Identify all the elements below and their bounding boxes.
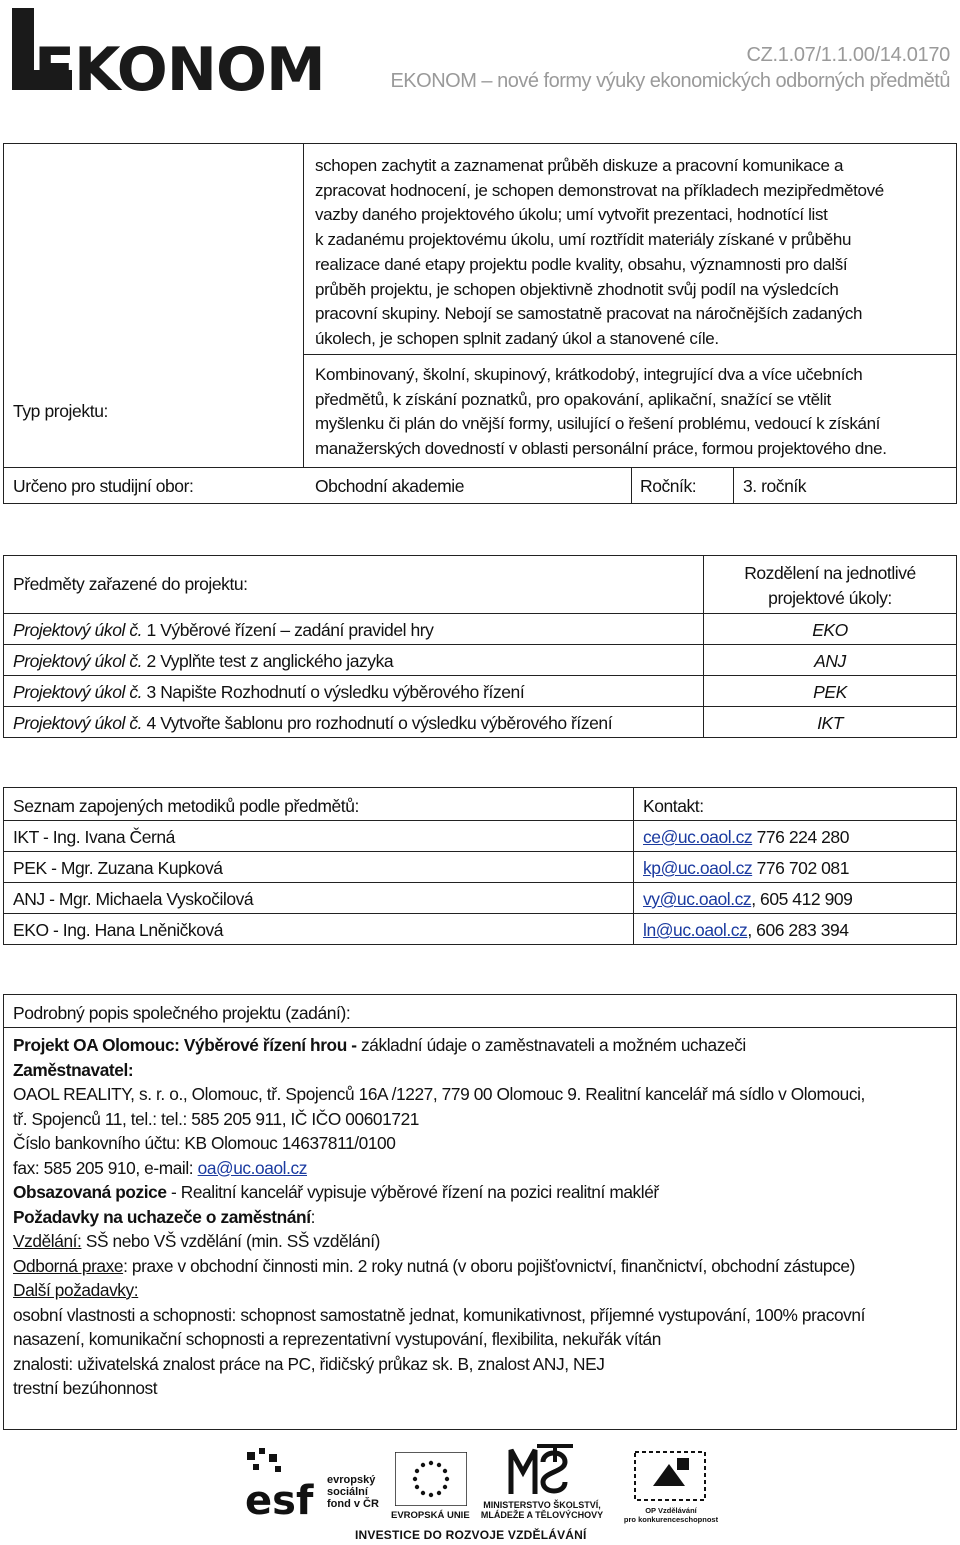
esf-mark-icon (245, 1448, 323, 1520)
logo-text: EKONOM (34, 35, 325, 105)
op-logo (621, 1450, 721, 1526)
phone: 776 702 081 (752, 858, 849, 878)
contact-header: Kontakt: (643, 796, 704, 816)
text-line: zpracovat hodnocení, je schopen demonstrovat na příkladech mezipředmětové (315, 180, 884, 200)
op-mark-icon (633, 1450, 707, 1502)
position-rest: - Realitní kancelář vypisuje výběrové řízení na pozici realitní makléř (166, 1182, 659, 1202)
title-rest: základní údaje o zaměstnavateli a možném uchazeči (356, 1035, 746, 1055)
text-line: schopen zachytit a zaznamenat průběh diskuze a pracovní komunikace a (315, 156, 844, 175)
footer-logos (245, 1442, 725, 1542)
task-number: 4 (146, 713, 156, 733)
other-line: trestní bezúhonnost (13, 1378, 158, 1398)
methodist-name: PEK - Mgr. Zuzana Kupková (13, 858, 223, 878)
position-bold: Obsazovaná pozice (13, 1182, 167, 1202)
page-header (0, 0, 960, 110)
svg-text:esf: esf (245, 1478, 314, 1520)
text-line: pracovní skupiny. Nebojí se samostatně pracovat na náročnějších zadaných (315, 304, 863, 324)
phone: 776 224 280 (752, 827, 849, 847)
text-line: myšlenku či plán do vnější formy, usilující o řešení problému, vedoucí k získání (315, 414, 881, 434)
task-subject: EKO (812, 620, 848, 640)
msmt-text: MLÁDEŽE A TĚLOVÝCHOVY (480, 1510, 604, 1520)
employer-label: Zaměstnavatel: (13, 1059, 134, 1080)
year-value: 3. ročník (743, 476, 807, 496)
text-line: Kombinovaný, školní, skupinový, krátkodobý, integrující dva a více učebních (315, 365, 863, 384)
year-label: Ročník: (640, 476, 697, 496)
ekonom-logo (8, 6, 325, 105)
text-line: úkolech, je schopen splnit zadaný úkol a stanovené cíle. (315, 328, 719, 348)
esf-logo (245, 1448, 385, 1520)
esf-text: sociální (327, 1486, 368, 1498)
eu-logo (391, 1452, 477, 1522)
msmt-mark-icon (507, 1442, 577, 1498)
esf-text: evropský (327, 1474, 376, 1486)
practice-label: Odborná praxe (13, 1255, 124, 1276)
project-code: CZ.1.07/1.1.00/14.0170 (746, 44, 950, 66)
task-text: Vyplňte test z anglického jazyka (160, 651, 394, 671)
op-text: pro konkurenceschopnost (623, 1515, 719, 1524)
text-line: průběh projektu, je schopen objektivně zhodnotit svůj podíl na výsledcích (315, 279, 839, 299)
other-line: osobní vlastnosti a schopnosti: schopnost samostatně jednat, komunikativnost, příjemné vystupování, 100% pracovní (13, 1304, 866, 1325)
email-link[interactable]: oa@uc.oaol.cz (197, 1157, 307, 1178)
type-text (315, 363, 947, 462)
education-label: Vzdělání: (13, 1231, 82, 1251)
field-label: Určeno pro studijní obor: (13, 476, 194, 496)
practice-text: : praxe v obchodní činnosti min. 2 roky nutná (v oboru pojišťovnictví, finančnictví, obchodní zástupce) (123, 1255, 855, 1276)
requirements-rest: : (310, 1206, 315, 1227)
subjects-header: Předměty zařazené do projektu: (13, 574, 248, 594)
field-value: Obchodní akademie (315, 476, 464, 496)
split-header-2: projektové úkoly: (768, 588, 892, 608)
project-name: EKONOM – nové formy výuky ekonomických odborných předmětů (390, 70, 950, 92)
text-line: manažerských dovedností v oblasti personální práce, formou projektového dne. (315, 439, 887, 459)
msmt-text: MINISTERSTVO ŠKOLSTVÍ, (483, 1500, 601, 1510)
title-line (13, 1033, 948, 1058)
practice-line (13, 1254, 948, 1279)
phone: , 605 412 909 (751, 889, 853, 909)
task-text: Napište Rozhodnutí o výsledku výběrového řízení (160, 682, 525, 702)
text-line: realizace dané etapy projektu podle kvality, obsahu, významnosti pro další (315, 254, 848, 274)
methodist-name: IKT - Ing. Ivana Černá (13, 827, 175, 847)
other-line: nasazení, komunikační schopnosti a reprezentativní vystupování, flexibilita, nekuřák vítán (13, 1329, 661, 1349)
requirements-line (13, 1205, 948, 1230)
eu-flag-icon (395, 1452, 467, 1506)
footer-slogan: INVESTICE DO ROZVOJE VZDĚLÁVÁNÍ (355, 1528, 587, 1542)
email-link[interactable]: ln@uc.oaol.cz (643, 920, 748, 940)
task-number: 1 (146, 620, 156, 640)
title-bold: Projekt OA Olomouc: Výběrové řízení hrou - (13, 1035, 357, 1055)
task-subject: PEK (813, 682, 847, 702)
task-prefix: Projektový úkol č. (13, 713, 143, 733)
task-subject: ANJ (814, 651, 846, 671)
type-label: Typ projektu: (13, 401, 108, 421)
fax-text: fax: 585 205 910, e-mail: (13, 1157, 198, 1178)
email-link[interactable]: vy@uc.oaol.cz (643, 889, 752, 909)
education-text: SŠ nebo VŠ vzdělání (min. SŠ vzdělání) (81, 1231, 380, 1251)
competence-text (315, 154, 947, 352)
methodists-header: Seznam zapojených metodiků podle předmětů: (13, 796, 359, 816)
email-link[interactable]: ce@uc.oaol.cz (643, 827, 753, 847)
esf-text: fond v ČR (327, 1498, 379, 1510)
position-line (13, 1180, 948, 1205)
text-line: předmětů, k získání poznatků, pro opakování, aplikační, snažící se vtělit (315, 389, 831, 409)
text-line: k zadanému projektovému úkolu, umí roztřídit materiály získané v průběhu (315, 230, 852, 250)
methodist-name: EKO - Ing. Hana Lněničková (13, 920, 224, 940)
bank-line: Číslo bankovního účtu: KB Olomouc 14637811/0100 (13, 1133, 396, 1153)
task-text: Vytvořte šablonu pro rozhodnutí o výsledku výběrového řízení (160, 713, 613, 733)
task-text: Výběrové řízení – zadání pravidel hry (160, 620, 434, 640)
task-prefix: Projektový úkol č. (13, 620, 143, 640)
task-prefix: Projektový úkol č. (13, 682, 143, 702)
task-number: 2 (146, 651, 156, 671)
other-label: Další požadavky: (13, 1280, 139, 1300)
split-header-1: Rozdělení na jednotlivé (744, 563, 916, 583)
education-line (13, 1229, 948, 1254)
task-prefix: Projektový úkol č. (13, 651, 143, 671)
other-line: znalosti: uživatelská znalost práce na PC, řidičský průkaz sk. B, znalost ANJ, NEJ (13, 1353, 605, 1374)
requirements-bold: Požadavky na uchazeče o zaměstnání (13, 1206, 311, 1227)
task-number: 3 (146, 682, 156, 702)
description-text (13, 1033, 948, 1401)
description-header: Podrobný popis společného projektu (zadání): (13, 1003, 351, 1023)
phone: , 606 283 394 (747, 920, 849, 940)
text-line: vazby daného projektového úkolu; umí vytvořit prezentaci, hodnotící list (315, 205, 828, 225)
employer-line: tř. Spojenců 11, tel.: tel.: 585 205 911, IČ IČO 00601721 (13, 1108, 419, 1129)
email-link[interactable]: kp@uc.oaol.cz (643, 858, 753, 878)
eu-label: EVROPSKÁ UNIE (391, 1510, 470, 1521)
employer-line: OAOL REALITY, s. r. o., Olomouc, tř. Spojenců 16A /1227, 779 00 Olomouc 9. Realitní kancelář má sídlo v Olomouci, (13, 1084, 865, 1104)
fax-line (13, 1156, 948, 1181)
op-text: OP Vzdělávání (645, 1506, 697, 1515)
msmt-logo (477, 1442, 607, 1524)
methodist-name: ANJ - Mgr. Michaela Vyskočilová (13, 889, 254, 909)
task-subject: IKT (817, 713, 843, 733)
